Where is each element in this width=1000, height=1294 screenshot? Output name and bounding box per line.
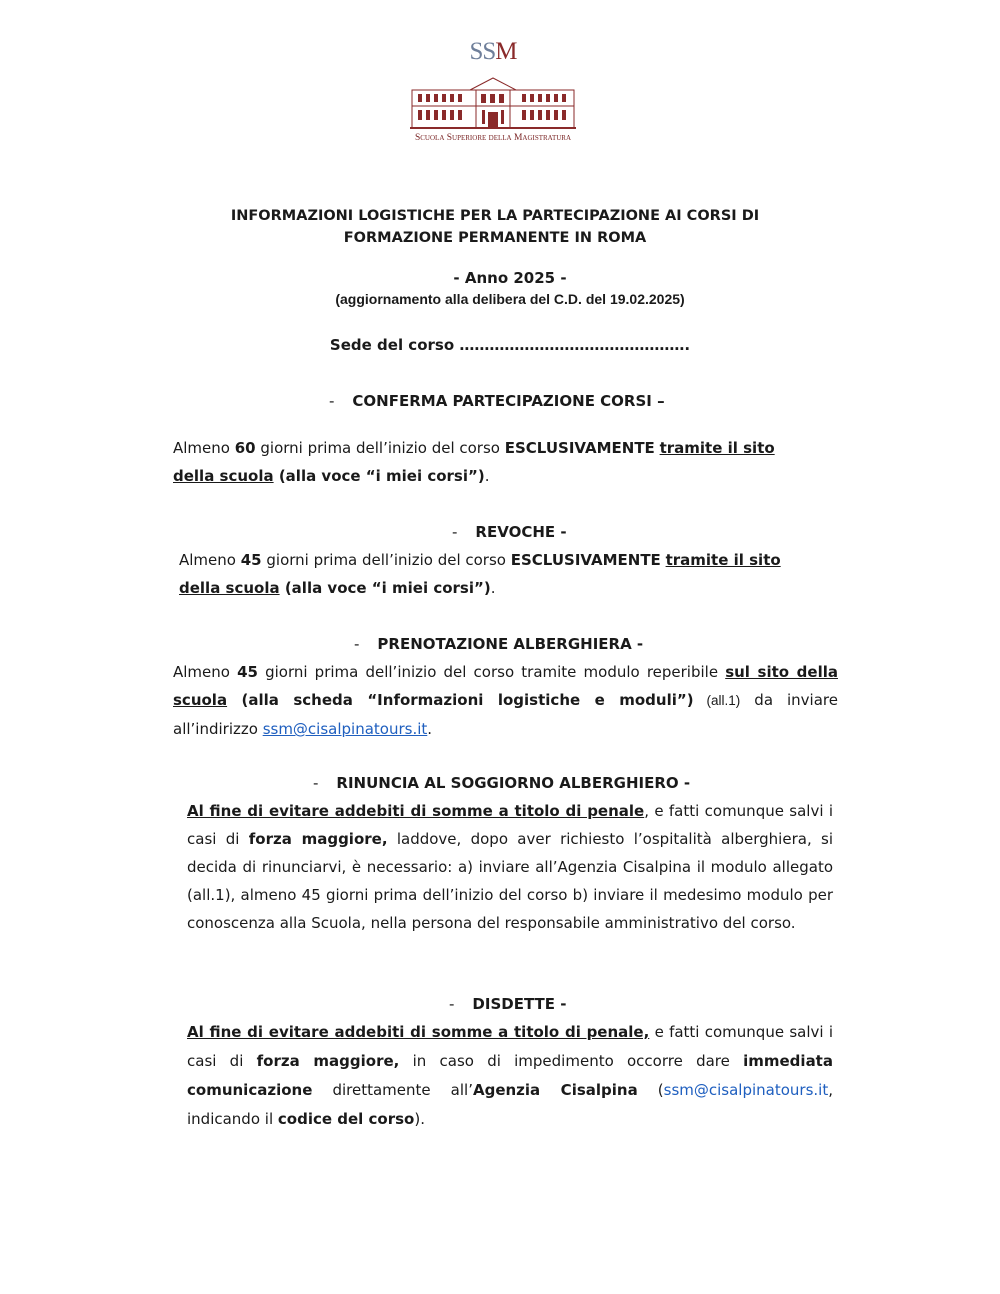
logo-wordmark: SSM <box>469 38 517 65</box>
title-line-2: FORMAZIONE PERMANENTE IN ROMA <box>343 230 647 246</box>
section-heading-disdette: - DISDETTE - <box>449 995 567 1013</box>
site-link-revoche: tramite il sito <box>665 551 781 569</box>
building-facade-icon <box>410 76 576 132</box>
section-heading-revoche: - REVOCHE - <box>452 523 567 541</box>
ssm-logo <box>408 38 578 150</box>
paragraph-revoche: Almeno 45 giorni prima dell’inizio del corso ESCLUSIVAMENTE tramite il sito della scuola (alla voce “i miei corsi”). <box>179 551 781 597</box>
year-heading: - Anno 2025 - <box>453 269 567 287</box>
paragraph-disdette: Al fine di evitare addebiti di somme a titolo di penale, e fatti comunque salvi i casi di forza maggiore, in caso di impedimento occorre dare immediata comunicazione direttamente all’Agenzia Cisalpina (ssm@cisalpinatours.it, indicando il codice del corso). <box>187 1023 833 1128</box>
section-heading-prenotazione: - PRENOTAZIONE ALBERGHIERA - <box>354 635 644 653</box>
section-heading-rinuncia: - RINUNCIA AL SOGGIORNO ALBERGHIERO - <box>313 774 691 792</box>
paragraph-conferma: Almeno 60 giorni prima dell’inizio del corso ESCLUSIVAMENTE tramite il sito della scuola (alla voce “i miei corsi”). <box>173 439 775 485</box>
site-link-conferma: tramite il sito <box>659 439 775 457</box>
paragraph-rinuncia: Al fine di evitare addebiti di somme a titolo di penale, e fatti comunque salvi i casi di forza maggiore, laddove, dopo aver richiesto l’ospitalità alberghiera, si decida di rinunciarvi, è necessario: a) inviare all’Agenzia Cisalpina il modulo allegato (all.1), almeno 45 giorni prima dell’inizio del corso b) inviare il medesimo modulo per conoscenza alla Scuola, nella persona del responsabile amministrativo del corso. <box>187 802 834 932</box>
update-note: (aggiornamento alla delibera del C.D. del 19.02.2025) <box>335 291 685 307</box>
section-heading-conferma: - CONFERMA PARTECIPAZIONE CORSI – <box>329 392 665 410</box>
course-venue: Sede del corso ………………………………………. <box>329 336 691 354</box>
email-link-disdette[interactable]: ssm@cisalpinatours.it <box>663 1081 829 1099</box>
email-link-prenotazione[interactable]: ssm@cisalpinatours.it <box>262 720 428 738</box>
paragraph-prenotazione: Almeno 45 giorni prima dell’inizio del corso tramite modulo reperibile sul sito della scuola (alla scheda “Informazioni logistiche e moduli”) (all.1) da inviare all’indirizzo ssm@cisalpinatours.it. <box>173 663 838 738</box>
site-link-prenotazione: sul sito della <box>725 663 838 681</box>
document-title <box>150 205 840 249</box>
title-line-1: INFORMAZIONI LOGISTICHE PER LA PARTECIPAZIONE AI CORSI DI <box>230 208 760 224</box>
logo-caption: Scuola Superiore della Magistratura <box>414 133 572 143</box>
